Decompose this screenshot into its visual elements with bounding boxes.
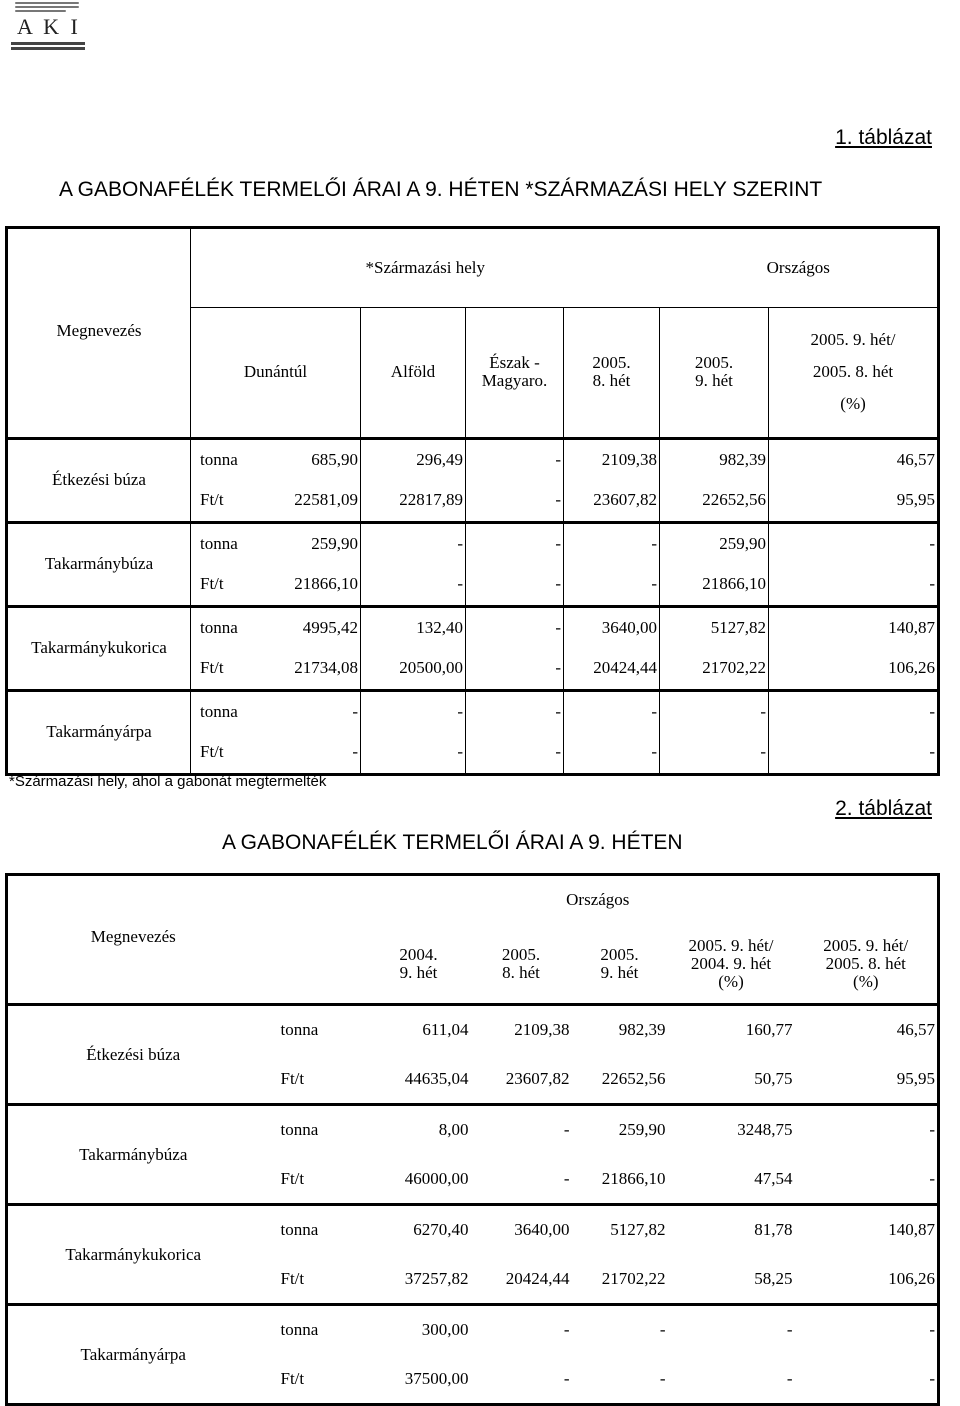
value-cell: - bbox=[769, 564, 939, 606]
header-line: 9. hét bbox=[695, 371, 733, 391]
table2-header-ratio-year bbox=[668, 925, 795, 1005]
value-cell: 47,54 bbox=[754, 1168, 793, 1188]
value-cell: 46,57 bbox=[769, 438, 939, 480]
value-cell: 160,77 bbox=[668, 1005, 795, 1055]
value-cell: 5127,82 bbox=[660, 606, 769, 648]
table1 bbox=[5, 226, 940, 776]
table1-header-2005-w9 bbox=[660, 308, 769, 437]
value-cell: - bbox=[929, 1368, 936, 1388]
value-cell: 21702,22 bbox=[660, 648, 769, 690]
value-cell: 46000,00 bbox=[404, 1168, 469, 1188]
table2-header-national: Országos bbox=[566, 890, 630, 910]
value-cell: 58,25 bbox=[754, 1268, 793, 1288]
value-cell: 23607,82 bbox=[564, 480, 660, 522]
value-cell: - bbox=[361, 522, 466, 564]
value-cell: - bbox=[563, 1168, 570, 1188]
commodity-name: Étkezési búza bbox=[7, 438, 191, 522]
value-cell: 982,39 bbox=[660, 438, 769, 480]
value-cell: 50,75 bbox=[754, 1068, 793, 1088]
value-cell: - bbox=[466, 606, 564, 648]
header-line: 8. hét bbox=[502, 962, 540, 982]
value-cell: 44635,04 bbox=[404, 1068, 469, 1088]
table1-row bbox=[7, 438, 939, 480]
unit-cell: Ft/t bbox=[191, 732, 254, 774]
unit-label: Ft/t bbox=[280, 1068, 305, 1088]
table2-header-2005-w9 bbox=[572, 925, 668, 1005]
aki-logo bbox=[5, 0, 95, 52]
commodity-name: Étkezési búza bbox=[7, 1005, 259, 1105]
unit-cell: tonna bbox=[191, 438, 254, 480]
value-cell: - bbox=[769, 522, 939, 564]
header-line: (%) bbox=[853, 971, 879, 991]
header-line: 2004. bbox=[399, 944, 438, 964]
header-line: (%) bbox=[840, 394, 866, 414]
value-cell: - bbox=[564, 522, 660, 564]
header-line: Magyaro. bbox=[481, 371, 548, 391]
value-cell: - bbox=[466, 690, 564, 732]
table1-header-national: Országos bbox=[766, 258, 830, 277]
table1-header-ratio bbox=[769, 308, 939, 437]
value-cell: - bbox=[660, 690, 769, 732]
value-cell: 140,87 bbox=[769, 606, 939, 648]
table2-row bbox=[7, 1005, 939, 1055]
value-cell: - bbox=[466, 438, 564, 480]
table2-caption: 2. táblázat bbox=[835, 797, 932, 820]
value-cell: 81,78 bbox=[668, 1205, 795, 1255]
unit-value-cell bbox=[259, 1255, 367, 1305]
table1-header-dunantul: Dunántúl bbox=[191, 308, 361, 437]
header-line: 2005. 8. hét bbox=[812, 362, 894, 382]
value-cell: - bbox=[660, 732, 769, 774]
unit-value-cell bbox=[259, 1355, 367, 1405]
value-cell: - bbox=[786, 1368, 793, 1388]
table1-title: A GABONAFÉLÉK TERMELŐI ÁRAI A 9. HÉTEN *SZÁRMAZÁSI HELY SZERINT bbox=[59, 178, 823, 201]
value-cell: - bbox=[769, 690, 939, 732]
value-cell: - bbox=[352, 742, 358, 762]
value-cell: 37257,82 bbox=[404, 1268, 469, 1288]
value-cell: - bbox=[471, 1105, 572, 1155]
value-cell: 259,90 bbox=[254, 522, 361, 564]
commodity-name: Takarmányárpa bbox=[7, 690, 191, 774]
table2-header-2005-w8 bbox=[471, 925, 572, 1005]
table2 bbox=[5, 873, 940, 1406]
table2-row bbox=[7, 1205, 939, 1255]
header-line: 2005. 8. hét bbox=[825, 953, 906, 973]
table1-header-eszak bbox=[466, 308, 564, 437]
commodity-name: Takarmánybúza bbox=[7, 522, 191, 606]
value-cell: - bbox=[466, 732, 564, 774]
value-cell: 37500,00 bbox=[404, 1368, 469, 1388]
value-cell: 982,39 bbox=[572, 1005, 668, 1055]
value-cell: 95,95 bbox=[896, 1068, 936, 1088]
value-cell: 685,90 bbox=[254, 438, 361, 480]
commodity-name: Takarmányárpa bbox=[7, 1305, 259, 1405]
logo-bars-graphic bbox=[11, 42, 85, 52]
table1-header-name: Megnevezés bbox=[56, 321, 142, 340]
value-cell: 21734,08 bbox=[294, 658, 358, 678]
value-cell: 20424,44 bbox=[505, 1268, 570, 1288]
unit-cell: Ft/t bbox=[191, 648, 254, 690]
value-cell: - bbox=[929, 1168, 936, 1188]
unit-label: Ft/t bbox=[280, 1268, 305, 1288]
value-cell: - bbox=[564, 732, 660, 774]
value-cell: - bbox=[466, 522, 564, 564]
value-cell: 132,40 bbox=[361, 606, 466, 648]
value-cell: 2109,38 bbox=[564, 438, 660, 480]
table2-row bbox=[7, 1305, 939, 1355]
value-cell: 3640,00 bbox=[471, 1205, 572, 1255]
header-line: 2005. 9. hét/ bbox=[823, 935, 909, 955]
unit-label: tonna bbox=[280, 1020, 319, 1040]
unit-cell: Ft/t bbox=[191, 480, 254, 522]
value-cell: 106,26 bbox=[888, 1268, 936, 1288]
unit-label: tonna bbox=[280, 1320, 319, 1340]
logo-lines-graphic bbox=[15, 2, 79, 14]
value-cell: 300,00 bbox=[367, 1305, 471, 1355]
value-cell: 3248,75 bbox=[668, 1105, 795, 1155]
value-cell: 2109,38 bbox=[471, 1005, 572, 1055]
table1-header-alfold: Alföld bbox=[361, 308, 466, 437]
table2-header-name: Megnevezés bbox=[90, 927, 176, 946]
header-line: 2005. 9. hét/ bbox=[810, 330, 896, 350]
value-cell: 259,90 bbox=[572, 1105, 668, 1155]
table1-row bbox=[7, 606, 939, 648]
commodity-name: Takarmánykukorica bbox=[7, 1205, 259, 1305]
unit-value-cell bbox=[259, 1155, 367, 1205]
header-line: 2005. bbox=[694, 353, 734, 373]
value-cell: - bbox=[795, 1305, 939, 1355]
value-cell: - bbox=[769, 732, 939, 774]
value-cell: - bbox=[466, 648, 564, 690]
value-cell: - bbox=[361, 732, 466, 774]
value-cell: - bbox=[361, 564, 466, 606]
table1-header-origin: *Származási hely bbox=[191, 228, 660, 308]
value-cell: - bbox=[659, 1368, 666, 1388]
value-cell: 296,49 bbox=[361, 438, 466, 480]
unit-value-cell bbox=[259, 1005, 367, 1055]
value-cell: 259,90 bbox=[660, 522, 769, 564]
value-cell: 6270,40 bbox=[367, 1205, 471, 1255]
header-line: 2005. 9. hét/ bbox=[688, 935, 774, 955]
value-cell: - bbox=[471, 1305, 572, 1355]
value-cell: 21702,22 bbox=[601, 1268, 666, 1288]
value-cell: 20424,44 bbox=[564, 648, 660, 690]
unit-value-cell bbox=[259, 1205, 367, 1255]
table2-title: A GABONAFÉLÉK TERMELŐI ÁRAI A 9. HÉTEN bbox=[222, 831, 683, 854]
commodity-name: Takarmánybúza bbox=[7, 1105, 259, 1205]
value-cell: - bbox=[564, 690, 660, 732]
unit-label: Ft/t bbox=[280, 1368, 305, 1388]
value-cell: 22652,56 bbox=[660, 480, 769, 522]
unit-value-cell bbox=[259, 1305, 367, 1355]
table1-header-2005-w8 bbox=[564, 308, 660, 437]
value-cell: - bbox=[563, 1368, 570, 1388]
header-line: 2004. 9. hét bbox=[690, 953, 772, 973]
value-cell: 140,87 bbox=[795, 1205, 939, 1255]
value-cell: - bbox=[254, 690, 361, 732]
table2-header-2004-w9 bbox=[367, 925, 471, 1005]
table2-header-ratio-week bbox=[795, 925, 939, 1005]
value-cell: 21866,10 bbox=[294, 574, 358, 594]
value-cell: - bbox=[572, 1305, 668, 1355]
value-cell: 3640,00 bbox=[564, 606, 660, 648]
header-line: 2005. bbox=[592, 353, 631, 373]
unit-cell: tonna bbox=[191, 522, 254, 564]
value-cell: 22581,09 bbox=[294, 490, 358, 510]
header-spacer bbox=[259, 925, 367, 1005]
value-cell: - bbox=[466, 480, 564, 522]
table1-row bbox=[7, 522, 939, 564]
header-line: 9. hét bbox=[600, 962, 639, 982]
value-cell: - bbox=[466, 564, 564, 606]
table1-caption: 1. táblázat bbox=[835, 126, 932, 149]
unit-cell: tonna bbox=[191, 606, 254, 648]
table2-row bbox=[7, 1105, 939, 1155]
value-cell: - bbox=[564, 564, 660, 606]
commodity-name: Takarmánykukorica bbox=[7, 606, 191, 690]
value-cell: 21866,10 bbox=[660, 564, 769, 606]
unit-value-cell bbox=[259, 1055, 367, 1105]
unit-cell: Ft/t bbox=[191, 564, 254, 606]
header-line: 2005. bbox=[600, 944, 639, 964]
value-cell: - bbox=[361, 690, 466, 732]
unit-label: tonna bbox=[280, 1220, 319, 1240]
header-line: 8. hét bbox=[592, 371, 631, 391]
unit-label: tonna bbox=[280, 1120, 319, 1140]
value-cell: - bbox=[668, 1305, 795, 1355]
table1-footnote: *Származási hely, ahol a gabonát megtermelték bbox=[9, 773, 327, 790]
value-cell: 23607,82 bbox=[505, 1068, 570, 1088]
logo-text: A K I bbox=[17, 14, 81, 39]
value-cell: 4995,42 bbox=[254, 606, 361, 648]
unit-label: Ft/t bbox=[280, 1168, 305, 1188]
value-cell: 8,00 bbox=[367, 1105, 471, 1155]
value-cell: 611,04 bbox=[367, 1005, 471, 1055]
value-cell: 95,95 bbox=[769, 480, 939, 522]
value-cell: 106,26 bbox=[769, 648, 939, 690]
value-cell: 20500,00 bbox=[361, 648, 466, 690]
value-cell: 22817,89 bbox=[361, 480, 466, 522]
unit-value-cell bbox=[259, 1105, 367, 1155]
value-cell: - bbox=[795, 1105, 939, 1155]
header-line: (%) bbox=[718, 971, 744, 991]
value-cell: 5127,82 bbox=[572, 1205, 668, 1255]
value-cell: 22652,56 bbox=[601, 1068, 666, 1088]
value-cell: 21866,10 bbox=[601, 1168, 666, 1188]
unit-cell: tonna bbox=[191, 690, 254, 732]
value-cell: 46,57 bbox=[795, 1005, 939, 1055]
table1-row bbox=[7, 690, 939, 732]
header-line: Észak - bbox=[489, 353, 540, 373]
header-line: 2005. bbox=[501, 944, 541, 964]
header-line: 9. hét bbox=[399, 962, 438, 982]
